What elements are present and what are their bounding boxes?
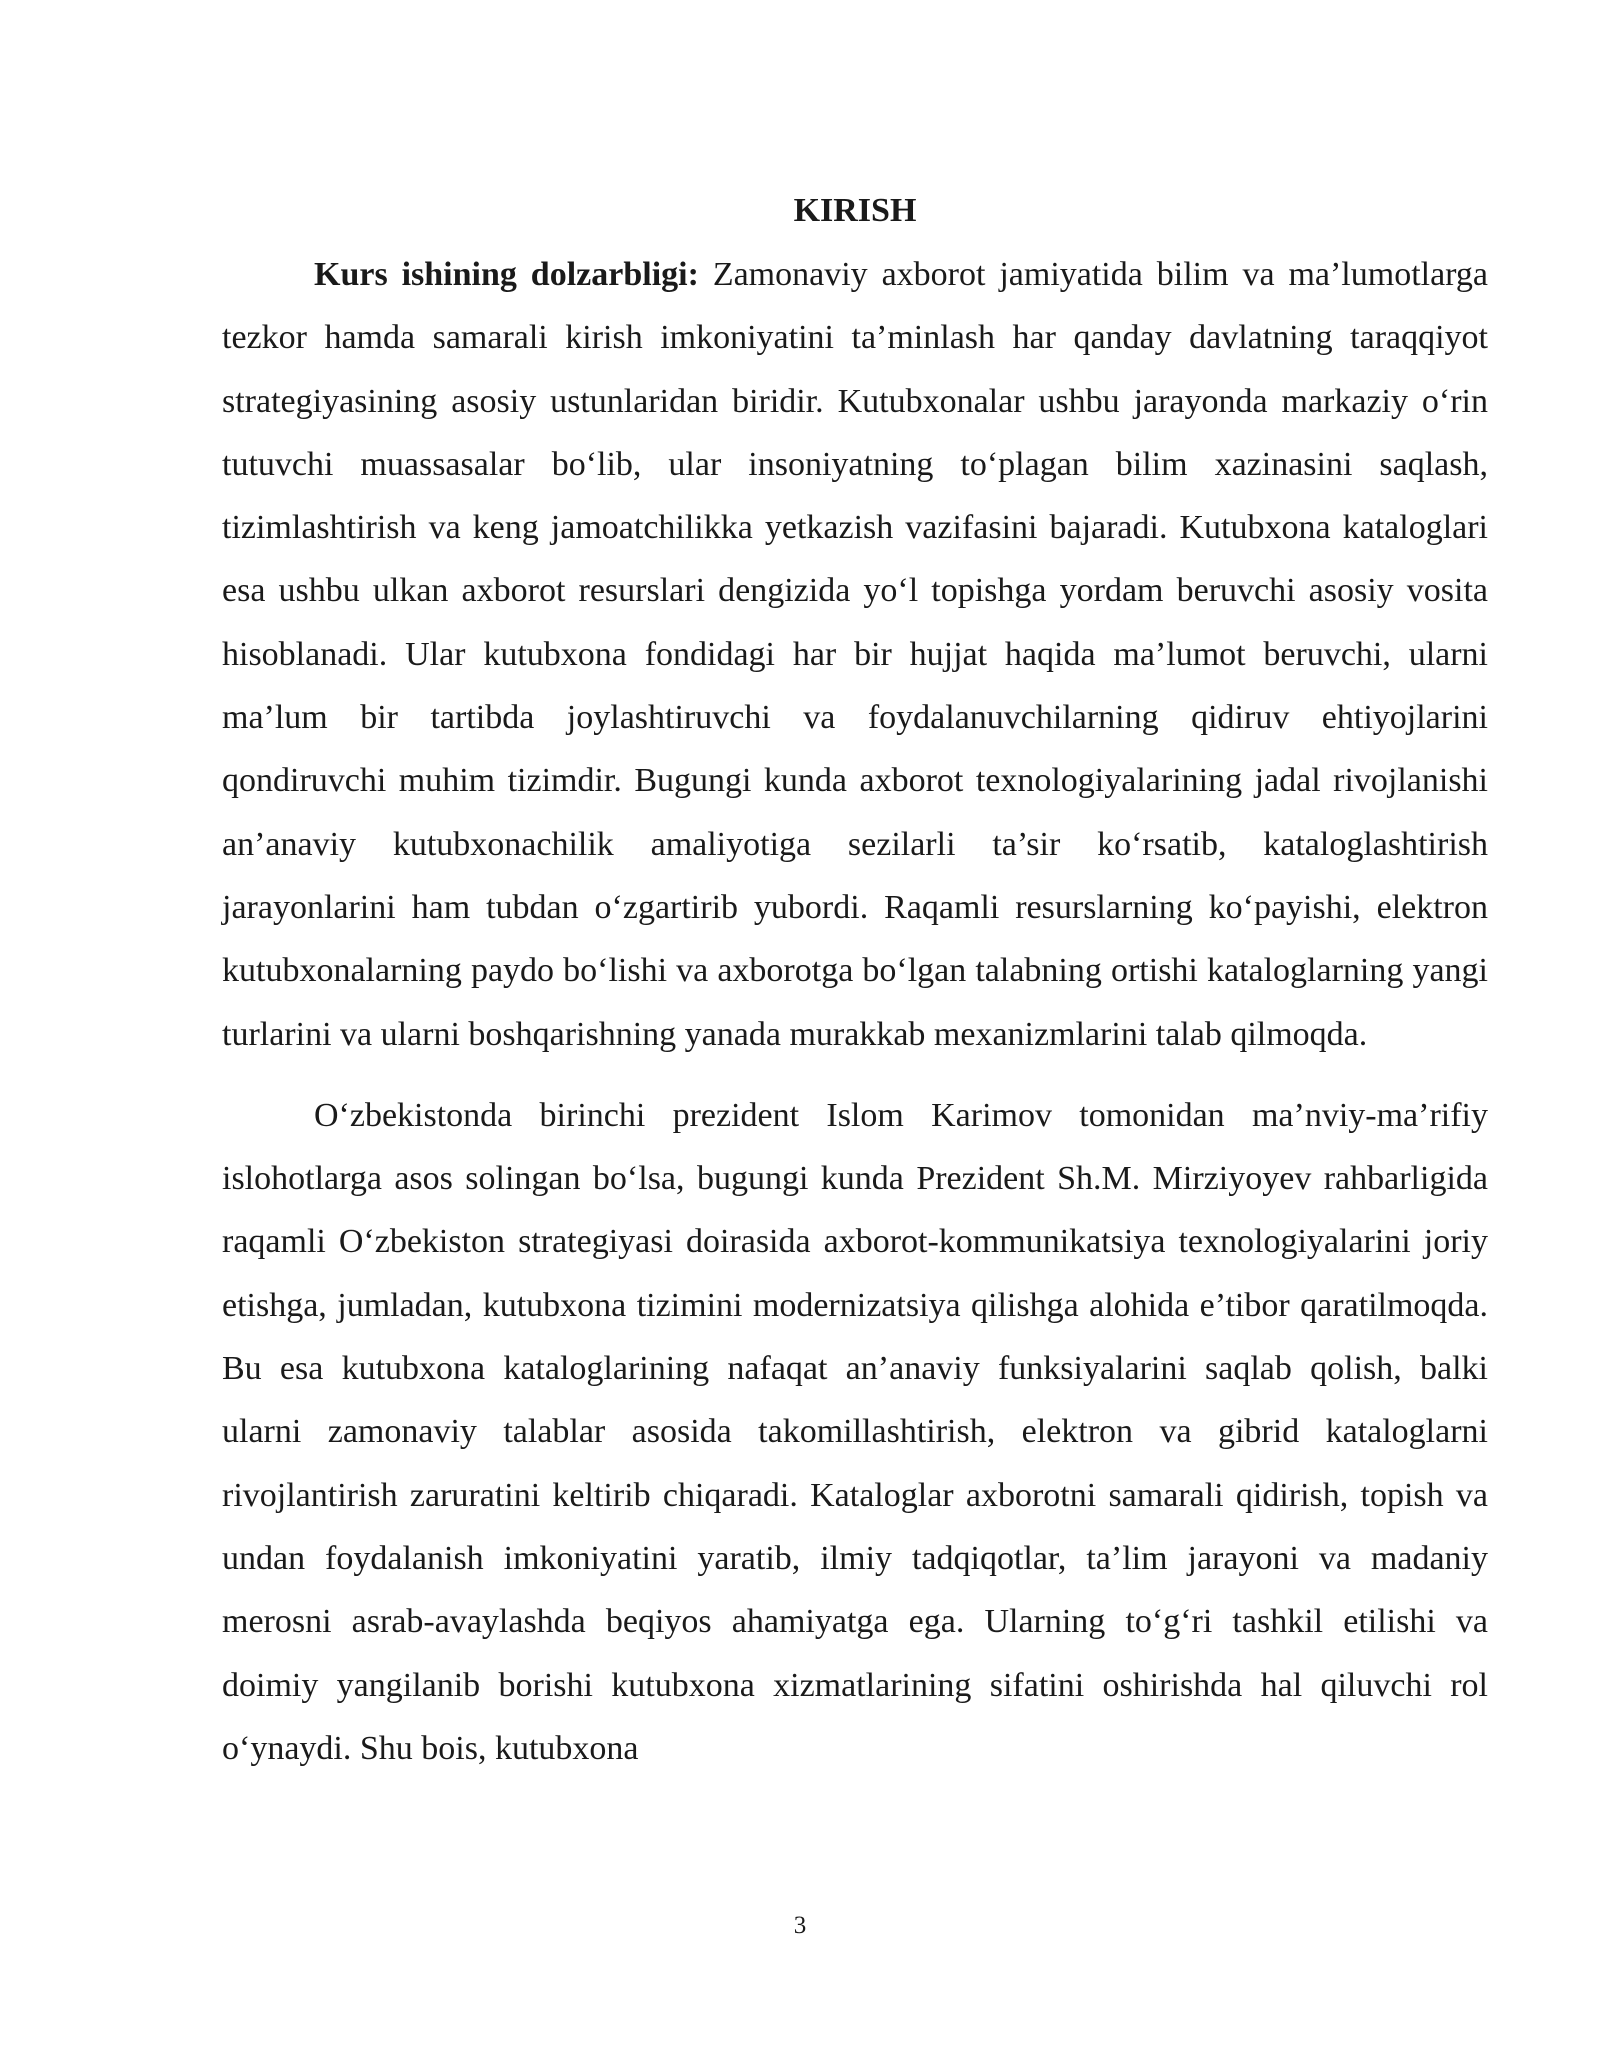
paragraph-lead: Kurs ishining dolzarbligi:: [314, 256, 699, 293]
section-heading: KIRISH: [793, 192, 917, 229]
page-number: 3: [793, 1912, 807, 1939]
paragraph-uzbekistan: O‘zbekistonda birinchi prezident Islom Karimov tomonidan ma’nviy-ma’rifiy islohotlarga asos solingan bo‘lsa, bugungi kunda Prezident Sh.M. Mirziyoyev rahbarligida raqamli O‘zbekiston strategiyasi doirasida axborot-kommunikatsiya texnologiyalarini joriy etishga, jumladan, kutubxona tizimini modernizatsiya qilishga alohida e’tibor qaratilmoqda. Bu esa kutubxona kataloglarining nafaqat an’anaviy funksiyalarini saqlab qolish, balki ularni zamonaviy talablar asosida takomillashtirish, elektron va gibrid kataloglarni rivojlantirish zaruratini keltirib chiqaradi. Kataloglar axborotni samarali qidirish, topish va undan foydalanish imkoniyatini yaratib, ilmiy tadqiqotlar, ta’lim jarayoni va madaniy merosni asrab-avaylashda beqiyos ahamiyatga ega. Ularning to‘g‘ri tashkil etilishi va doimiy yangilanib borishi kutubxona xizmatlarining sifatini oshirishda hal qiluvchi rol o‘ynaydi. Shu bois, kutubxona: [222, 1096, 1488, 1767]
paragraph-relevance: [222, 243, 1488, 1066]
document-page: [222, 185, 1488, 1780]
paragraph-body: Zamonaviy axborot jamiyatida bilim va ma’lumotlarga tezkor hamda samarali kirish imkoniyatini ta’minlash har qanday davlatning taraqqiyot strategiyasining asosiy ustunlaridan biridir. Kutubxonalar ushbu jarayonda markaziy o‘rin tutuvchi muassasalar bo‘lib, ular insoniyatning to‘plagan bilim xazinasini saqlash, tizimlashtirish va keng jamoatchilikka yetkazish vazifasini bajaradi. Kutubxona kataloglari esa ushbu ulkan axborot resurslari dengizida yo‘l topishga yordam beruvchi asosiy vosita hisoblanadi. Ular kutubxona fondidagi har bir hujjat haqida ma’lumot beruvchi, ularni ma’lum bir tartibda joylashtiruvchi va foydalanuvchilarning qidiruv ehtiyojlarini qondiruvchi muhim tizimdir. Bugungi kunda axborot texnologiyalarining jadal rivojlanishi an’anaviy kutubxonachilik amaliyotiga sezilarli ta’sir ko‘rsatib, kataloglashtirish jarayonlarini ham tubdan o‘zgartirib yubordi. Raqamli resurslarning ko‘payishi, elektron kutubxonalarning paydo bo‘lishi va axborotga bo‘lgan talabning ortishi kataloglarning yangi turlarini va ularni boshqarishning yanada murakkab mexanizmlarini talab qilmoqda.: [222, 256, 1488, 1053]
